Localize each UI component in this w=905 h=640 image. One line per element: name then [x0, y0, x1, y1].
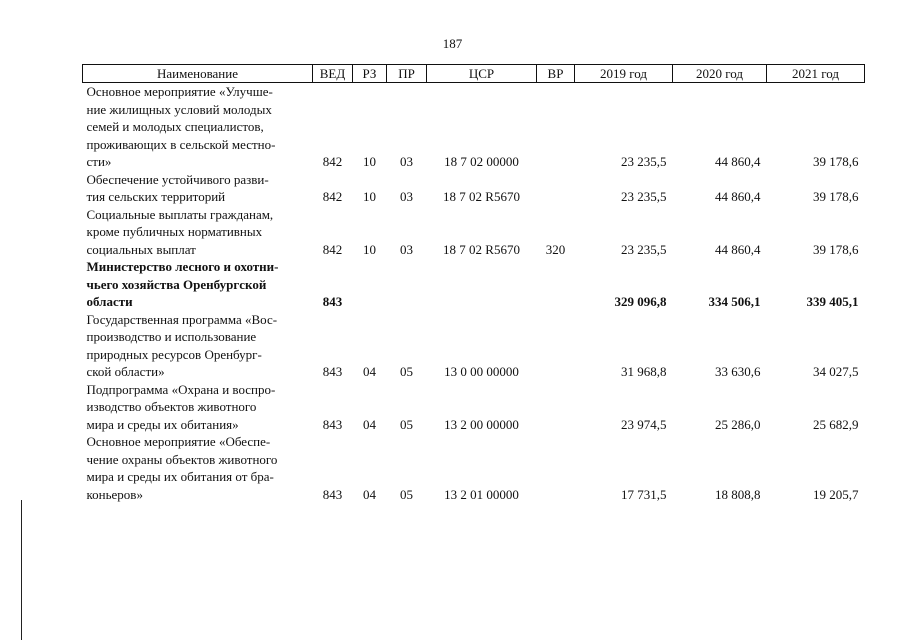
budget-table — [82, 64, 865, 503]
cell-2019: 23 974,5 — [621, 416, 667, 432]
cell-2019: 17 731,5 — [621, 486, 667, 502]
cell-name — [83, 83, 313, 171]
cell-ved: 843 — [322, 416, 343, 432]
cell-pr: 05 — [400, 486, 413, 502]
cell-pr: 03 — [400, 241, 413, 257]
header-pr: ПР — [387, 65, 427, 83]
cell-name-line: области — [86, 294, 133, 309]
cell-name — [83, 206, 313, 259]
cell-ved: 843 — [322, 486, 343, 502]
page-edge-line — [21, 500, 22, 640]
cell-pr: 05 — [400, 364, 413, 379]
cell-name-line: чение охраны объектов животного — [86, 451, 278, 467]
cell-name-line: Государственная программа «Вос- — [86, 311, 278, 327]
cell-pr: 03 — [400, 189, 413, 204]
cell-csr: 13 2 01 00000 — [444, 486, 519, 502]
cell-2021: 25 682,9 — [813, 416, 859, 432]
table-row — [83, 258, 865, 311]
cell-2020: 44 860,4 — [715, 154, 761, 169]
cell-vr — [537, 433, 575, 503]
cell-2019: 23 235,5 — [621, 154, 667, 169]
cell-2020: 44 860,4 — [715, 241, 761, 257]
cell-ved: 842 — [322, 241, 343, 257]
table-header-row — [83, 65, 865, 83]
cell-2021: 39 178,6 — [813, 241, 859, 257]
cell-vr — [537, 258, 575, 311]
table-row — [83, 83, 865, 171]
cell-name-line: Социальные выплаты гражданам, — [86, 206, 274, 222]
cell-csr: 18 7 02 R5670 — [443, 189, 520, 204]
cell-csr: 13 2 00 00000 — [444, 416, 519, 432]
cell-name-line: коньеров» — [86, 486, 143, 502]
cell-2020: 33 630,6 — [715, 364, 761, 379]
cell-csr: 18 7 02 R5670 — [443, 241, 520, 257]
cell-ved: 842 — [322, 189, 343, 204]
cell-2021: 39 178,6 — [813, 189, 859, 204]
cell-rz: 04 — [363, 364, 376, 379]
cell-name-line: социальных выплат — [86, 241, 196, 257]
cell-name-line: природных ресурсов Оренбург- — [86, 346, 262, 362]
cell-2019: 23 235,5 — [621, 189, 667, 204]
header-vr: ВР — [537, 65, 575, 83]
cell-csr — [427, 258, 537, 311]
cell-rz: 10 — [363, 241, 376, 257]
cell-name — [83, 433, 313, 503]
table-row — [83, 381, 865, 434]
cell-ved: 843 — [322, 364, 343, 379]
cell-pr: 03 — [400, 154, 413, 169]
cell-name — [83, 311, 313, 381]
header-name: Наименование — [83, 65, 313, 83]
table-row — [83, 171, 865, 206]
cell-vr — [537, 381, 575, 434]
cell-vr — [537, 171, 575, 206]
cell-2020: 44 860,4 — [715, 189, 761, 204]
cell-pr: 05 — [400, 416, 413, 432]
cell-name-line: изводство объектов животного — [86, 399, 257, 414]
cell-name-line: производство и использование — [86, 329, 257, 344]
page-number: 187 — [442, 36, 463, 51]
header-2019: 2019 год — [575, 65, 673, 83]
cell-ved: 843 — [322, 294, 343, 309]
cell-vr — [537, 311, 575, 381]
cell-name-line: проживающих в сельской местно- — [86, 136, 276, 152]
cell-2019: 329 096,8 — [614, 294, 667, 309]
cell-2019: 23 235,5 — [621, 241, 667, 257]
cell-name-line: Подпрограмма «Охрана и воспро- — [86, 381, 276, 397]
cell-name-line: кроме публичных нормативных — [86, 224, 263, 239]
header-2020: 2020 год — [673, 65, 767, 83]
cell-pr — [387, 258, 427, 311]
cell-2020: 25 286,0 — [715, 416, 761, 432]
cell-name-line: Основное мероприятие «Улучше- — [86, 84, 273, 99]
table-row — [83, 433, 865, 503]
cell-name-line: тия сельских территорий — [86, 189, 226, 204]
cell-name — [83, 171, 313, 206]
cell-csr: 13 0 00 00000 — [444, 364, 519, 379]
cell-rz: 04 — [363, 486, 376, 502]
cell-ved: 842 — [322, 154, 343, 169]
cell-name-line: Основное мероприятие «Обеспе- — [86, 434, 271, 449]
cell-name-line: мира и среды их обитания от бра- — [86, 469, 274, 484]
header-ved: ВЕД — [313, 65, 353, 83]
table-body — [83, 83, 865, 504]
cell-2021: 339 405,1 — [806, 294, 859, 309]
cell-name-line: мира и среды их обитания» — [86, 416, 239, 432]
cell-2021: 34 027,5 — [813, 364, 859, 379]
cell-vr — [537, 83, 575, 171]
cell-name — [83, 258, 313, 311]
cell-2019: 31 968,8 — [621, 364, 667, 379]
cell-name-line: семей и молодых специалистов, — [86, 119, 264, 134]
cell-rz: 04 — [363, 416, 376, 432]
cell-2020: 18 808,8 — [715, 486, 761, 502]
cell-name-line: сти» — [86, 154, 112, 169]
cell-2020: 334 506,1 — [708, 294, 761, 309]
cell-rz: 10 — [363, 154, 376, 169]
cell-name-line: Обеспечение устойчивого разви- — [86, 171, 269, 187]
cell-csr: 18 7 02 00000 — [444, 154, 519, 169]
cell-2021: 39 178,6 — [813, 154, 859, 169]
cell-rz — [353, 258, 387, 311]
table-row — [83, 311, 865, 381]
table-row — [83, 206, 865, 259]
header-2021: 2021 год — [767, 65, 865, 83]
cell-name-line: ние жилищных условий молодых — [86, 101, 272, 117]
cell-name-line: чьего хозяйства Оренбургской — [86, 276, 267, 292]
header-csr: ЦСР — [427, 65, 537, 83]
cell-rz: 10 — [363, 189, 376, 204]
header-rz: РЗ — [353, 65, 387, 83]
cell-vr: 320 — [545, 241, 566, 257]
cell-name-line: Министерство лесного и охотни- — [86, 259, 279, 274]
cell-name — [83, 381, 313, 434]
cell-name-line: ской области» — [86, 364, 165, 379]
cell-2021: 19 205,7 — [813, 486, 859, 502]
